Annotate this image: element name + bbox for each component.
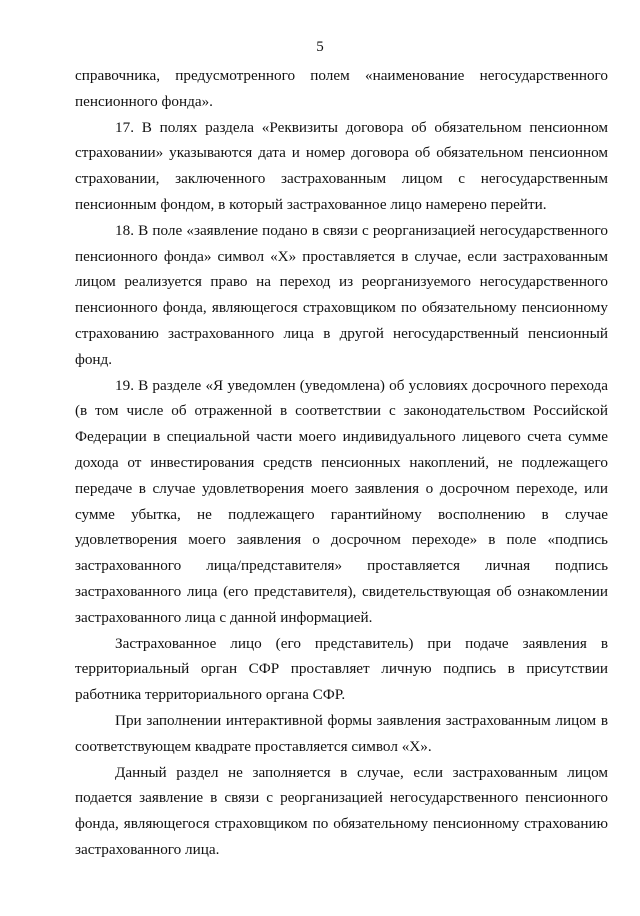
page-number: 5 (316, 39, 324, 55)
paragraph-18: 18. В поле «заявление подано в связи с реорганизацией негосударственного пенсионного фонда» символ «X» проставляется в случае, если застрахованным лицом реализуется право на переход из реорганизуемого негосударственного пенсионного фонда, являющегося страховщиком по обязательному пенсионному страхованию застрахованного лица в другой негосударственный пенсионный фонд. (75, 221, 608, 368)
paragraph-exception: Данный раздел не заполняется в случае, если застрахованным лицом подается заявление в связи с реорганизацией негосударственного пенсионного фонда, являющегося страховщиком по обязательному пенсионному страхованию застрахованного лица. (75, 763, 608, 858)
paragraph-signature: Застрахованное лицо (его представитель) при подаче заявления в территориальный орган СФР проставляет личную подпись в присутствии работника территориального органа СФР. (75, 634, 608, 704)
paragraph-19: 19. В разделе «Я уведомлен (уведомлена) об условиях досрочного перехода (в том числе об отраженной в соответствии с законодательством Российской Федерации в специальной части моего индивидуального лицевого счета сумме дохода от инвестирования средств пенсионных накоплений, не подлежащего передаче в случае удовлетворения моего заявления о досрочном переходе, или сумме убытка, не подлежащего гарантийному восполнению в случае удовлетворения моего заявления о досрочном переходе» в поле «подпись застрахованного лица/представителя» проставляется личная подпись застрахованного лица (его представителя), свидетельствующая об ознакомлении застрахованного лица с данной информацией. (75, 376, 608, 626)
paragraph-interactive-form: При заполнении интерактивной формы заявления застрахованным лицом в соответствующем квадрате проставляется символ «X». (75, 711, 608, 755)
document-body (75, 63, 608, 863)
paragraph-17: 17. В полях раздела «Реквизиты договора об обязательном пенсионном страховании» указываются дата и номер договора об обязательном пенсионном страховании, заключенного застрахованным лицом с негосударственным пенсионным фондом, в который застрахованное лицо намерено перейти. (75, 118, 608, 213)
paragraph-continuation: справочника, предусмотренного полем «наименование негосударственного пенсионного фонда». (75, 67, 608, 110)
